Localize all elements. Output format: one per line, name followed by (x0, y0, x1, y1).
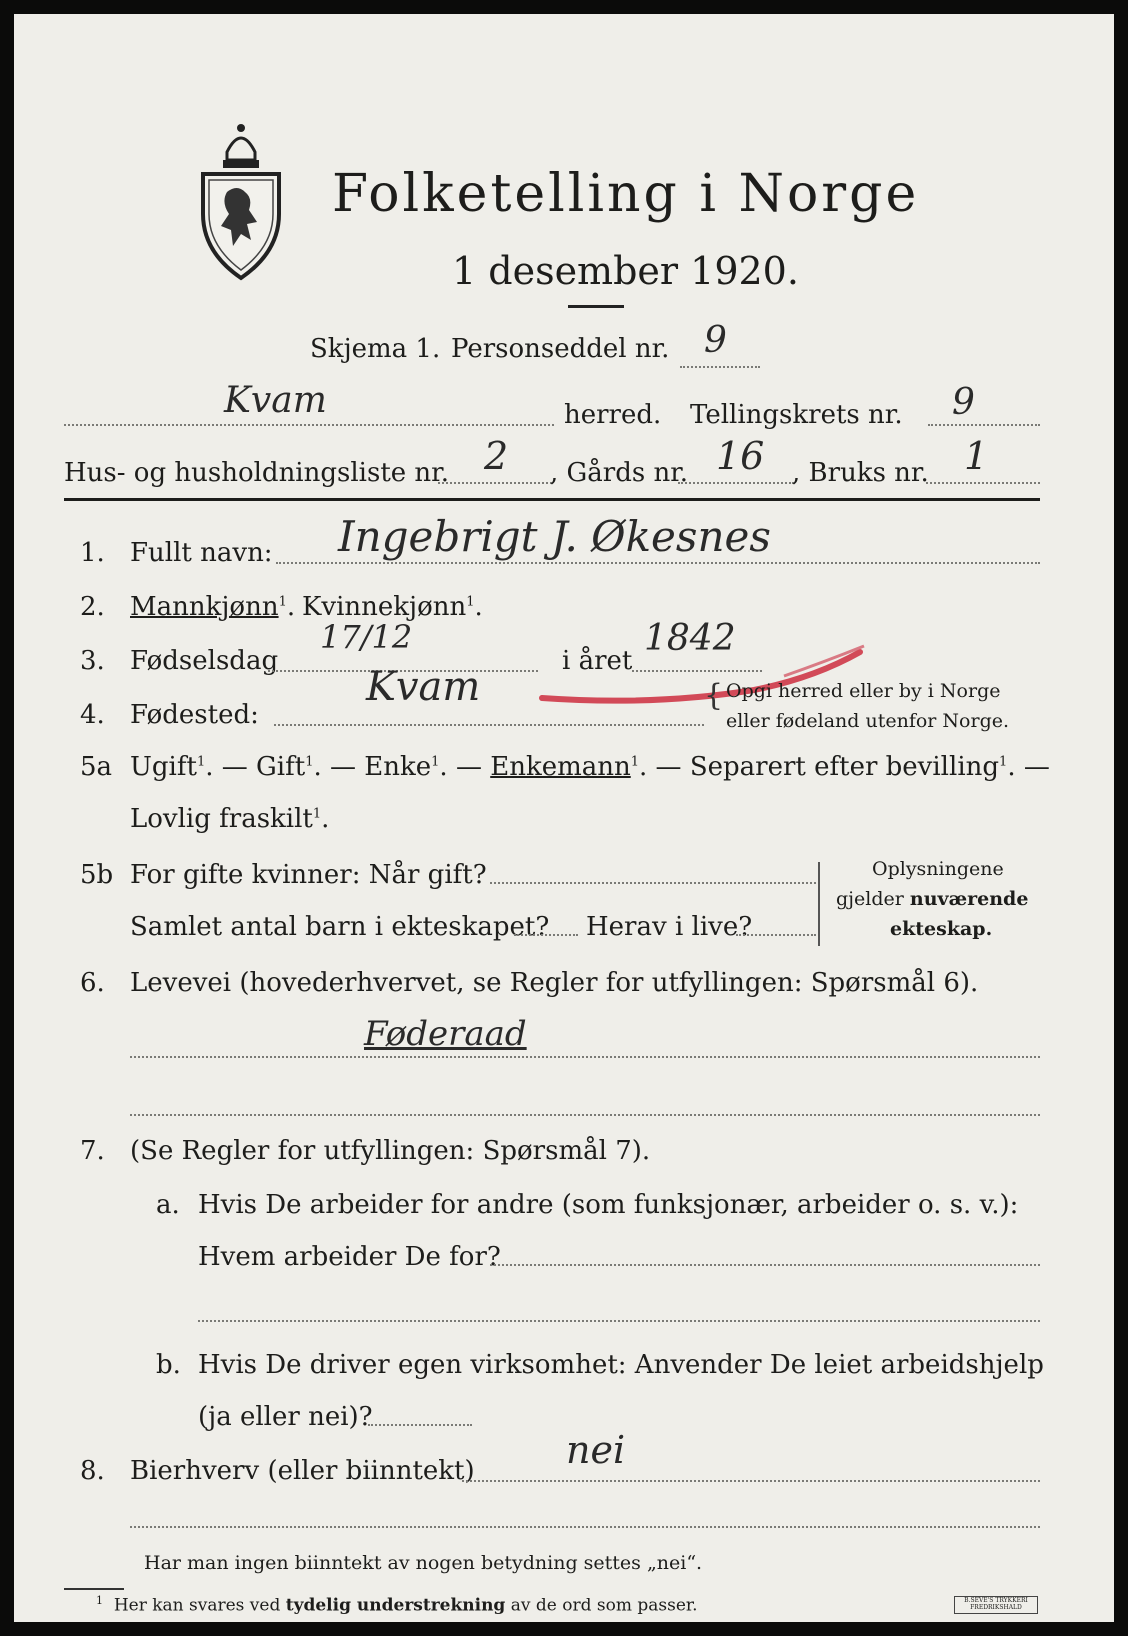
q2-number: 2. (80, 592, 105, 622)
tellingskrets-value[interactable]: 9 (952, 382, 975, 423)
gender-female-option[interactable]: Kvinnekjønn$^1$. (302, 592, 483, 622)
form-title: Folketelling i Norge (332, 164, 920, 224)
herred-value[interactable]: Kvam (224, 380, 327, 421)
status-fraskilt[interactable]: Lovlig fraskilt$^1$. (130, 804, 330, 834)
q5b-line-2b: Herav i live? (586, 912, 753, 942)
q6-label: Levevei (hovederhvervet, se Regler for utfyllingen: Spørsmål 6). (130, 968, 979, 998)
q4-label: Fødested: (130, 700, 259, 730)
header-rule (64, 498, 1040, 501)
q7-number: 7. (80, 1136, 105, 1166)
q7a-line-1: Hvis De arbeider for andre (som funksjonær, arbeider o. s. v.): (198, 1190, 1019, 1220)
q6-number: 6. (80, 968, 105, 998)
status-separert[interactable]: Separert efter bevilling$^1$. (689, 752, 1016, 782)
q1-label: Fullt navn: (130, 538, 273, 568)
q7b-line-1: Hvis De driver egen virksomhet: Anvender De leiet arbeidshjelp (198, 1350, 1044, 1380)
q7a-line-2: Hvem arbeider De for? (198, 1242, 501, 1272)
census-form: Folketelling i Norge 1 desember 1920. Skjema 1. Personseddel nr. 9 Kvam herred. Tellingskrets nr. 9 Hus- og husholdningsliste nr. 2 , Gårds nr. 16 , Bruks nr. 1 1. Fullt navn: Ingebrigt J. Økesnes 2. Mannkjønn$^1$. Kvinnekjønn$^1$. 3. Fødselsdag 17/12 i året 1842 4. Fødested: Kvam { Opgi herred eller by i Norge eller fødeland utenfor Norge. 5a Ugift$^1$. — Gift$^1$. — Enke$^1$. — Enkemann$^1$. — Separert efter bevilling$^1$. — Lovlig fraskilt$^1$. 5b For gifte kvinner: Når gift? Samlet antal barn i ekteskapet? Herav i live? Oplysningene gjelder nuværende ekteskap. 6. Levevei (hovederhvervet, se Regler for utfyllingen: Spørsmål 6). Føderaad 7. (Se Regler for utfyllingen: Spørsmål 7). a. Hvis De arbeider for andre (som funksjonær, arbeider o. s. v.): Hvem arbeider De for? b. Hvis De driver egen virksomhet: Anvender De leiet arbeidshjelp (ja eller nei)? 8. Bierhverv (eller biinntekt) nei Har man ingen biinntekt av nogen betydning settes „nei“. $^1$ Her kan svares ved tydelig understrekning av de ord som passer. B.SEVE'S TRYKKERI FREDRIKSHALD (14, 14, 1114, 1622)
hus-label: Hus- og husholdningsliste nr. (64, 458, 450, 488)
year-label: i året (562, 646, 633, 676)
q5b-note-2: gjelder nuværende (836, 888, 1029, 910)
children-total-field[interactable] (514, 934, 578, 936)
q1-number: 1. (80, 538, 105, 568)
q5b-line-2a: Samlet antal barn i ekteskapet? (130, 912, 550, 942)
q8-number: 8. (80, 1456, 105, 1486)
footnote: $^1$ Her kan svares ved tydelig understrekning av de ord som passer. (96, 1594, 698, 1616)
q5b-note-3: ekteskap. (890, 918, 993, 940)
q7-label: (Se Regler for utfyllingen: Spørsmål 7). (130, 1136, 651, 1166)
title-divider (568, 305, 624, 308)
full-name-value[interactable]: Ingebrigt J. Økesnes (338, 512, 771, 561)
personseddel-label: Personseddel nr. (451, 334, 670, 364)
q5a-number: 5a (80, 752, 113, 782)
skjema-label: Skjema 1. (310, 334, 441, 364)
occupation-value[interactable]: Føderaad (364, 1014, 527, 1054)
birthdate-value[interactable]: 17/12 (320, 618, 413, 656)
q5b-note-1: Oplysningene (872, 858, 1004, 880)
status-enkemann[interactable]: Enkemann$^1$. (490, 752, 648, 782)
q8-note: Har man ingen biinntekt av nogen betydning settes „nei“. (144, 1552, 703, 1574)
tellingskrets-label: Tellingskrets nr. (690, 400, 903, 430)
q8-label: Bierhverv (eller biinntekt) (130, 1456, 475, 1486)
gender-male-option[interactable]: Mannkjønn$^1$. (130, 592, 296, 622)
married-date-field[interactable] (490, 882, 816, 884)
q4-note-1: Opgi herred eller by i Norge (726, 680, 1001, 702)
gards-label: , Gårds nr. (550, 458, 689, 488)
hired-help-field[interactable] (368, 1424, 472, 1426)
hus-value[interactable]: 2 (484, 434, 509, 478)
q7b-letter: b. (156, 1350, 181, 1380)
birthyear-value[interactable]: 1842 (644, 618, 736, 659)
herred-label: herred. (564, 400, 662, 430)
q3-number: 3. (80, 646, 105, 676)
side-income-value[interactable]: nei (566, 1428, 626, 1472)
printer-stamp: B.SEVE'S TRYKKERI FREDRIKSHALD (954, 1596, 1038, 1614)
bruks-value[interactable]: 1 (964, 434, 989, 478)
children-alive-field[interactable] (736, 934, 816, 936)
status-gift[interactable]: Gift$^1$. (256, 752, 322, 782)
coat-of-arms-icon (197, 122, 285, 282)
q7b-line-2: (ja eller nei)? (198, 1402, 373, 1432)
q5b-number: 5b (80, 860, 114, 890)
q7a-letter: a. (156, 1190, 180, 1220)
gards-value[interactable]: 16 (716, 434, 765, 478)
civil-status-options: Ugift$^1$. — Gift$^1$. — Enke$^1$. — Enkemann$^1$. — Separert efter bevilling$^1$. — (130, 752, 1050, 782)
q4-note-2: eller fødeland utenfor Norge. (726, 710, 1010, 732)
q3-label: Fødselsdag (130, 646, 279, 676)
status-enke[interactable]: Enke$^1$. (364, 752, 448, 782)
employer-field[interactable] (490, 1264, 1040, 1266)
birthplace-value[interactable]: Kvam (366, 664, 481, 710)
q5b-line-1: For gifte kvinner: Når gift? (130, 860, 487, 890)
personseddel-value[interactable]: 9 (704, 320, 727, 361)
bruks-label: , Bruks nr. (792, 458, 929, 488)
status-ugift[interactable]: Ugift$^1$. (130, 752, 214, 782)
q4-number: 4. (80, 700, 105, 730)
form-date: 1 desember 1920. (452, 249, 799, 293)
